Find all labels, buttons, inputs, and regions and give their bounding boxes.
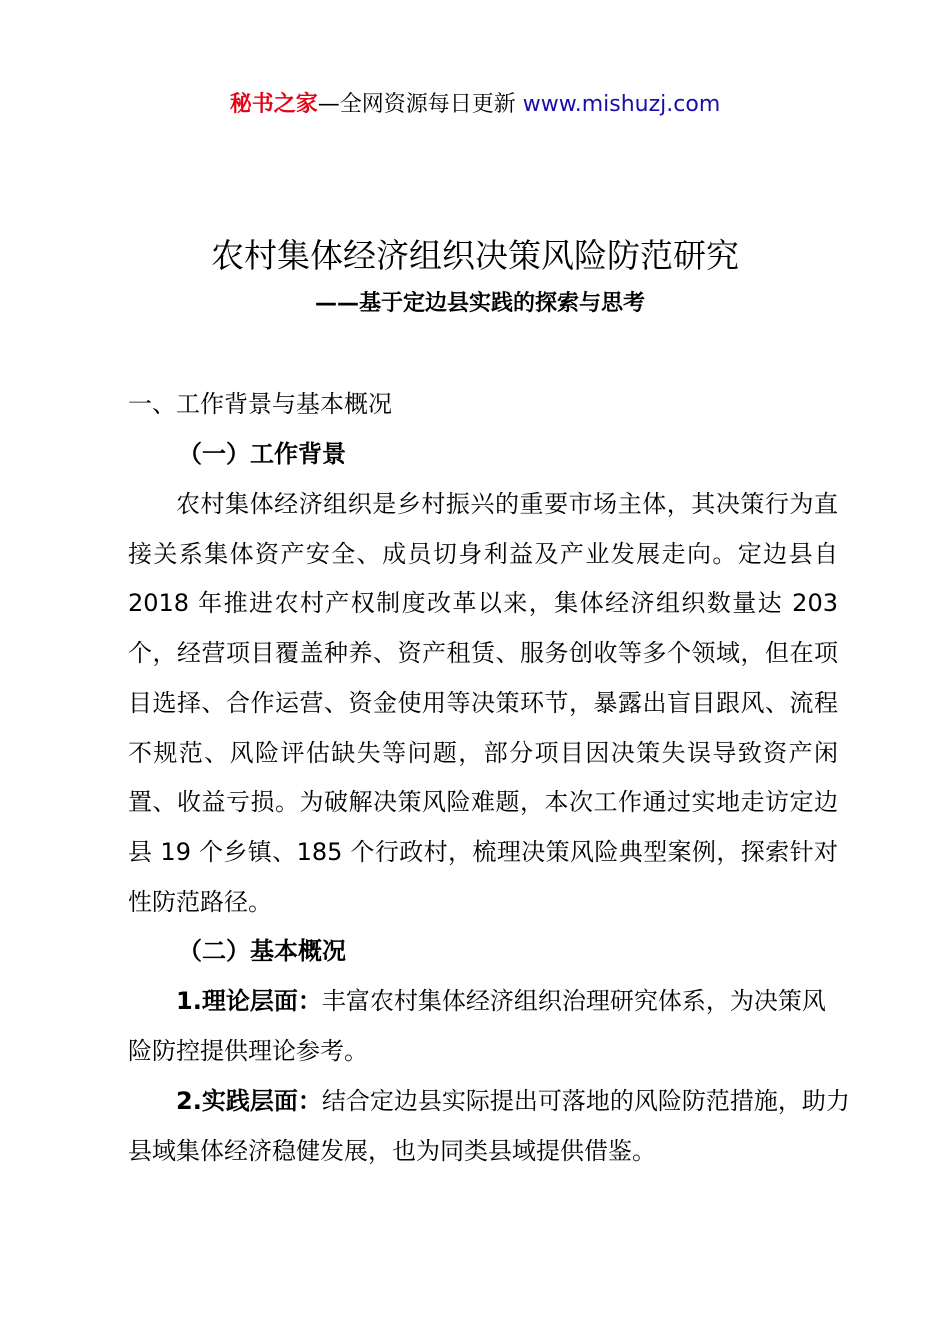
subsection-heading-overview: （二）基本概况 [178,937,346,965]
site-header [0,88,950,122]
item-text: 结合定边县实际提出可落地的风险防范措施，助力县域集体经济稳健发展，也为同类县域提供借鉴。 [128,1087,850,1165]
background-paragraph: 农村集体经济组织是乡村振兴的重要市场主体，其决策行为直接关系集体资产安全、成员切身利益及产业发展走向。定边县自 2018 年推进农村产权制度改革以来，集体经济组织数量达 203 个，经营项目覆盖种养、资产租赁、服务创收等多个领域，但在项目选择、合作运营、资金使用等决策环节，暴露出盲目跟风、流程不规范、风险评估缺失等问题，部分项目因决策失误导致资产闲置、收益亏损。为破解决策风险难题，本次工作通过实地走访定边县 19 个乡镇、185 个行政村，梳理决策风险典型案例，探索针对性防范路径。 [128,490,838,916]
item-text: 丰富农村集体经济组织治理研究体系，为决策风险防控提供理论参考。 [128,987,826,1065]
site-tagline: —全网资源每日更新 [317,92,523,117]
overview-item-practice [128,1077,858,1176]
section-heading: 一、工作背景与基本概况 [128,390,392,418]
overview-item-theory [128,977,838,1076]
document-subtitle: ——基于定边县实践的探索与思考 [314,291,645,316]
document-title: 农村集体经济组织决策风险防范研究 [211,236,739,275]
subsection-heading-background: （一）工作背景 [178,440,346,468]
item-label: 1.理论层面： [176,987,322,1015]
site-brand: 秘书之家 [229,92,318,117]
site-url-link[interactable]: www.mishuzj.com [522,92,721,117]
item-label: 2.实践层面： [176,1087,322,1115]
